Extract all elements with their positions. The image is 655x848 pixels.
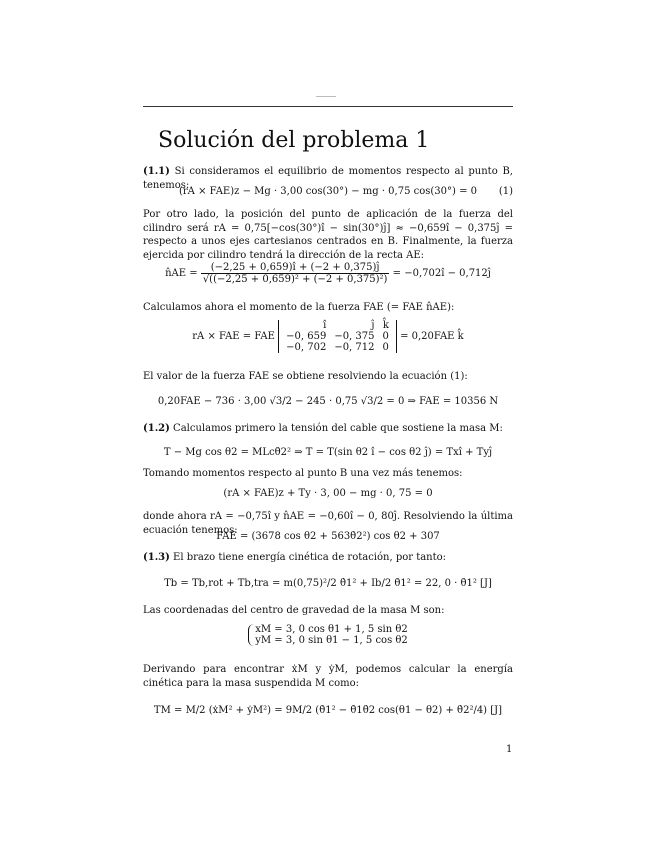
paragraph-6: Tomando momentos respecto al punto B una vez más tenemos: — [143, 468, 463, 479]
equation-9 — [143, 624, 513, 646]
matrix-cell: k̂ — [382, 320, 389, 331]
paragraph-10: Derivando para encontrar ẋM y ẏM, podemos calcular la energía cinética para la masa suspendida M como: — [143, 664, 513, 689]
equation-text: (rA × FAE)z + Ty · 3, 00 − mg · 0, 75 = 0 — [223, 488, 433, 499]
paragraph-1-2 — [143, 422, 513, 436]
equation-1 — [143, 186, 513, 197]
fraction-denominator: √((−2,25 + 0,659)² + (−2 + 0,375)²) — [202, 274, 388, 285]
matrix-cell: −0, 712 — [334, 342, 375, 353]
equation-6 — [143, 488, 513, 499]
matrix-cell: î — [323, 320, 327, 331]
equation-number: (1) — [498, 186, 513, 197]
equation-text: T − Mg cos θ2 = MLcθ̇2² ⇒ T = T(sin θ2 î − cos θ2 ĵ) = Txî + Tyĵ — [163, 447, 493, 458]
equation-8 — [143, 578, 513, 589]
paragraph-9: Las coordenadas del centro de gravedad de la masa M son: — [143, 605, 445, 616]
equation-5 — [143, 447, 513, 458]
equation-text: FAE = (3678 cos θ2 + 563θ̇2²) cos θ2 + 307 — [216, 531, 440, 542]
equation-rhs: = −0,702î − 0,712ĵ — [392, 268, 491, 279]
equation-text: Tb = Tb,rot + Tb,tra = m(0,75)²/2 θ̇1² + Ib/2 θ̇1² = 22, 0 · θ̇1² [J] — [164, 578, 492, 589]
paragraph-text: Calculamos primero la tensión del cable que sostiene la masa M: — [169, 423, 503, 434]
fraction-numerator: (−2,25 + 0,659)î + (−2 + 0,375)ĵ — [201, 262, 390, 274]
matrix-cell: −0, 659 — [286, 331, 327, 342]
equation-lhs: n̂AE = — [165, 268, 198, 279]
equation-7 — [143, 531, 513, 542]
matrix-cell: −0, 375 — [334, 331, 375, 342]
determinant-matrix — [278, 320, 397, 353]
matrix-cell: 0 — [382, 331, 389, 342]
system-line-x: xM = 3, 0 cos θ1 + 1, 5 sin θ2 — [255, 624, 408, 635]
header-mark — [316, 96, 336, 97]
matrix-cell: 0 — [382, 342, 389, 353]
page-number: 1 — [506, 744, 513, 755]
paragraph-3: Calculamos ahora el momento de la fuerza FAE (= FAE n̂AE): — [143, 302, 455, 313]
equation-4 — [143, 396, 513, 407]
section-title: Solución del problema 1 — [158, 128, 430, 153]
equation-3 — [143, 320, 513, 353]
part-label-1-2: (1.2) — [143, 423, 170, 434]
equation-rhs: = 0,20FAE k̂ — [400, 331, 464, 342]
equation-lhs: rA × FAE = FAE — [192, 331, 275, 342]
equation-2 — [143, 262, 513, 285]
system-line-y: yM = 3, 0 sin θ1 − 1, 5 cos θ2 — [255, 635, 408, 646]
fraction — [201, 262, 390, 285]
header-rule — [143, 106, 513, 107]
paragraph-1-3 — [143, 551, 513, 565]
equation-text: (rA × FAE)z − Mg · 3,00 cos(30°) − mg · 0,75 cos(30°) = 0 — [178, 186, 478, 197]
matrix-cell: ĵ — [371, 320, 375, 331]
paragraph-text: El brazo tiene energía cinética de rotación, por tanto: — [169, 552, 447, 563]
paragraph-text: Si consideramos el equilibrio de momentos respecto al punto B, tenemos: — [143, 166, 513, 191]
paragraph-2: Por otro lado, la posición del punto de aplicación de la fuerza del cilindro será rA = 0,75[−cos(30°)î − sin(30°)ĵ] ≈ −0,659î − 0,375ĵ = respecto a unos ejes cartesianos centrados en B. Finalmente, la fuerza ejercida por cilindro tendrá la dirección de la recta AE: — [143, 209, 513, 261]
paragraph-7: donde ahora rA = −0,75î y n̂AE = −0,60î − 0, 80ĵ. Resolviendo la última ecuación tenemos: — [143, 511, 513, 536]
equation-system — [248, 624, 408, 646]
matrix-cell: −0, 702 — [286, 342, 327, 353]
equation-text: TM = M/2 (ẋM² + ẏM²) = 9M/2 (θ̇1² − θ̇1θ̇2 cos(θ1 − θ2) + θ̇2²/4) [J] — [153, 705, 503, 716]
equation-text: 0,20FAE − 736 · 3,00 √3/2 − 245 · 0,75 √3/2 = 0 ⇒ FAE = 10356 N — [157, 396, 499, 407]
part-label-1-3: (1.3) — [143, 552, 170, 563]
equation-10 — [143, 705, 513, 716]
paragraph-4: El valor de la fuerza FAE se obtiene resolviendo la ecuación (1): — [143, 371, 468, 382]
part-label-1-1: (1.1) — [143, 166, 170, 177]
